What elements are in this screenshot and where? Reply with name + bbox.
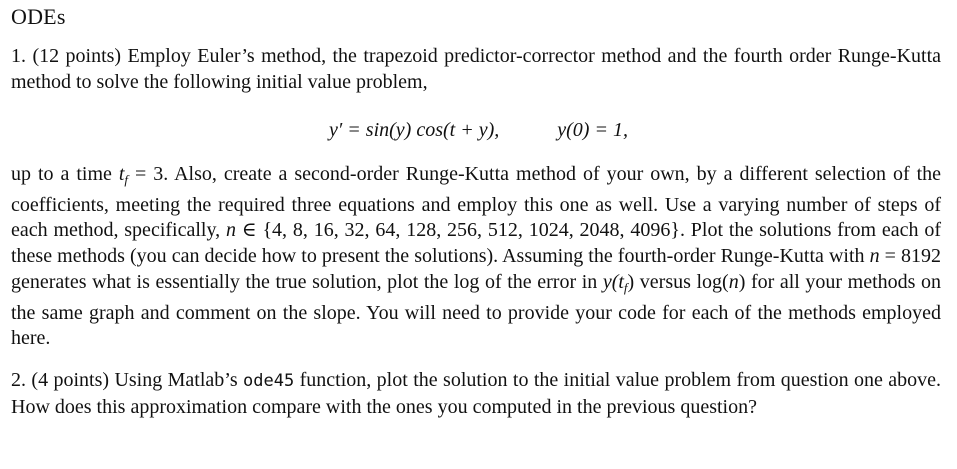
- time-symbol: t: [118, 163, 125, 185]
- question-1-body: [11, 162, 941, 352]
- question-1-points: (12 points): [32, 45, 122, 67]
- time-subscript: f: [124, 172, 129, 187]
- section-heading: ODEs: [11, 4, 66, 29]
- question-1-text-c: . Plot the solutions from each of these methods (you can decide how to present the solutions). Assuming the fourth-order Runge-Kutta with: [11, 219, 942, 268]
- question-2-number: 2.: [11, 369, 26, 391]
- question-1-intro-text: Employ Euler’s method, the trapezoid predictor-corrector method and the fourth order Runge-Kutta method to solve the following initial value problem,: [11, 45, 942, 93]
- log-n-symbol: n: [728, 270, 739, 293]
- question-1-text-f: ) for all your methods on the same graph and comment on the slope. You will need to provide your code for each of the methods employed here.: [11, 270, 941, 350]
- question-2: [11, 368, 941, 420]
- question-1-text-a: up to a time: [11, 163, 119, 185]
- question-1-number: 1.: [11, 45, 26, 67]
- question-2-text-a: Using Matlab’s: [114, 369, 244, 391]
- steps-symbol-reference: n: [869, 245, 880, 268]
- initial-value-problem-equation: [0, 117, 957, 143]
- question-1-text-b: = 3. Also, create a second-order Runge-Kutta method of your own, by a different selection of the coefficients, meeting the required three equations and employ this one as well. Use a varying number of steps of each method, specifically,: [11, 163, 941, 242]
- error-expression: y(t: [602, 270, 624, 293]
- question-1-intro: [11, 44, 941, 95]
- question-2-text-b: function, plot the solution to the initial value problem from question one above. How does this approximation compare with the ones you computed in the previous question?: [11, 369, 942, 418]
- question-1-text-e: versus log(: [634, 270, 729, 293]
- reference-steps-value: = 8192: [879, 245, 942, 268]
- differential-equation: y′ = sin(y) cos(t + y),: [329, 119, 500, 141]
- question-2-points: (4 points): [31, 369, 110, 391]
- error-close: ): [627, 270, 635, 293]
- error-subscript: f: [623, 279, 628, 295]
- steps-symbol: n: [226, 219, 236, 242]
- function-name-code: ode45: [243, 371, 295, 391]
- question-1-text-d: generates what is essentially the true solution, plot the log of the error in: [11, 270, 603, 293]
- initial-condition: y(0) = 1,: [557, 119, 628, 141]
- steps-set: ∈ {4, 8, 16, 32, 64, 128, 256, 512, 1024, 2048, 4096}: [236, 219, 680, 242]
